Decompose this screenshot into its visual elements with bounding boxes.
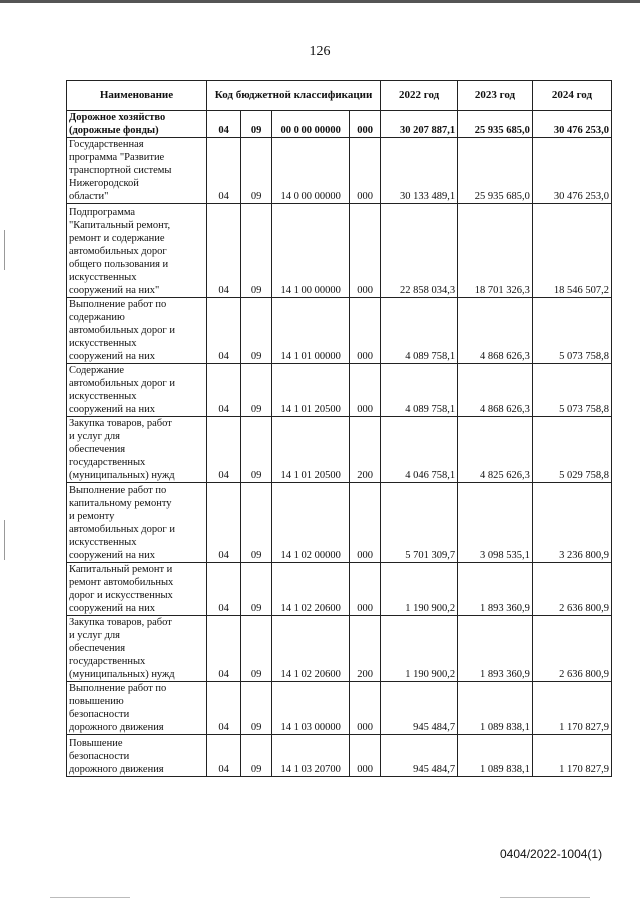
row-name-line: содержанию (69, 312, 125, 323)
row-amount-2022: 4 089 758,1 (381, 298, 458, 364)
row-name-line: сооружений на них (69, 404, 156, 415)
row-amount-2023: 3 098 535,1 (458, 483, 533, 563)
row-expense-code: 000 (350, 682, 381, 735)
row-expense-code: 000 (350, 138, 381, 204)
row-expense-code: 000 (350, 364, 381, 417)
row-name-line: обеспечения (69, 643, 126, 654)
row-name-line: и услуг для (69, 630, 120, 641)
row-name-line: Содержание (69, 365, 125, 376)
row-target-code: 14 1 01 00000 (272, 298, 350, 364)
row-amount-2022: 945 484,7 (381, 735, 458, 777)
table-row (67, 364, 612, 417)
table-header-row (67, 81, 612, 111)
row-amount-2022: 5 701 309,7 (381, 483, 458, 563)
row-section-code: 04 (206, 682, 240, 735)
row-name-line: автомобильных дорог и (69, 325, 175, 336)
row-expense-code: 000 (350, 735, 381, 777)
row-amount-2022: 30 133 489,1 (381, 138, 458, 204)
row-subsection-code: 09 (241, 204, 272, 298)
row-amount-2023: 4 868 626,3 (458, 364, 533, 417)
row-name-line: (дорожные фонды) (69, 125, 159, 136)
row-name-line: обеспечения (69, 444, 126, 455)
row-amount-2023: 1 089 838,1 (458, 735, 533, 777)
table-row (67, 483, 612, 563)
row-target-code: 00 0 00 00000 (272, 111, 350, 138)
row-name-line: Дорожное хозяйство (69, 112, 166, 123)
row-name-line: сооружений на них (69, 351, 156, 362)
row-name-line: искусственных (69, 272, 137, 283)
row-name-line: сооружений на них (69, 550, 156, 561)
table-row (67, 417, 612, 483)
row-name-line: и ремонту (69, 511, 115, 522)
row-section-code: 04 (206, 616, 240, 682)
row-subsection-code: 09 (241, 483, 272, 563)
row-amount-2024: 30 476 253,0 (532, 111, 611, 138)
row-name-line: повышению (69, 696, 124, 707)
row-name (67, 483, 207, 563)
row-name-line: Государственная (69, 139, 144, 150)
table-row (67, 298, 612, 364)
row-name (67, 298, 207, 364)
row-name (67, 204, 207, 298)
row-name-line: Закупка товаров, работ (69, 617, 172, 628)
row-amount-2022: 4 046 758,1 (381, 417, 458, 483)
row-amount-2022: 22 858 034,3 (381, 204, 458, 298)
row-name-line: Нижегородской (69, 178, 139, 189)
row-name-line: сооружений на них" (69, 285, 160, 296)
row-section-code: 04 (206, 138, 240, 204)
row-name-line: дорог и искусственных (69, 590, 173, 601)
row-name-line: Повышение (69, 738, 123, 749)
row-name-line: ремонт и содержание (69, 233, 165, 244)
row-name-line: Выполнение работ по (69, 683, 167, 694)
row-name-line: искусственных (69, 391, 137, 402)
document-code: 0404/2022-1004(1) (500, 847, 603, 861)
header-year-2024: 2024 год (532, 81, 611, 111)
row-name-line: Капитальный ремонт и (69, 564, 173, 575)
row-amount-2023: 1 089 838,1 (458, 682, 533, 735)
row-target-code: 14 1 03 20700 (272, 735, 350, 777)
row-amount-2022: 4 089 758,1 (381, 364, 458, 417)
header-year-2022: 2022 год (381, 81, 458, 111)
table-row (67, 204, 612, 298)
scan-top-edge (0, 0, 640, 3)
row-subsection-code: 09 (241, 563, 272, 616)
row-section-code: 04 (206, 417, 240, 483)
row-amount-2024: 18 546 507,2 (532, 204, 611, 298)
header-year-2023: 2023 год (458, 81, 533, 111)
row-expense-code: 000 (350, 563, 381, 616)
row-name-line: капитальному ремонту (69, 498, 172, 509)
row-name-line: программа "Развитие (69, 152, 165, 163)
row-name-line: искусственных (69, 537, 137, 548)
row-target-code: 14 1 02 00000 (272, 483, 350, 563)
row-name-line: "Капитальный ремонт, (69, 220, 171, 231)
row-target-code: 14 1 01 20500 (272, 364, 350, 417)
row-section-code: 04 (206, 483, 240, 563)
scan-bottom-artifact (50, 897, 130, 898)
row-name (67, 735, 207, 777)
row-name-line: дорожного движения (69, 722, 164, 733)
scan-margin-mark (4, 520, 5, 560)
row-name-line: дорожного движения (69, 764, 164, 775)
row-name-line: Выполнение работ по (69, 299, 167, 310)
row-amount-2022: 1 190 900,2 (381, 563, 458, 616)
table-row (67, 682, 612, 735)
row-name-line: Закупка товаров, работ (69, 418, 172, 429)
row-section-code: 04 (206, 204, 240, 298)
row-name-line: безопасности (69, 751, 130, 762)
row-amount-2022: 30 207 887,1 (381, 111, 458, 138)
row-amount-2024: 5 073 758,8 (532, 298, 611, 364)
row-name-line: автомобильных дорог и (69, 524, 175, 535)
row-amount-2023: 1 893 360,9 (458, 563, 533, 616)
row-amount-2023: 18 701 326,3 (458, 204, 533, 298)
row-name-line: безопасности (69, 709, 130, 720)
row-subsection-code: 09 (241, 111, 272, 138)
table-body (67, 111, 612, 777)
row-amount-2022: 1 190 900,2 (381, 616, 458, 682)
row-subsection-code: 09 (241, 735, 272, 777)
table-row (67, 138, 612, 204)
row-section-code: 04 (206, 298, 240, 364)
row-amount-2024: 5 073 758,8 (532, 364, 611, 417)
row-name (67, 111, 207, 138)
row-amount-2024: 2 636 800,9 (532, 616, 611, 682)
row-name (67, 138, 207, 204)
row-expense-code: 000 (350, 111, 381, 138)
row-amount-2024: 1 170 827,9 (532, 735, 611, 777)
row-target-code: 14 1 03 00000 (272, 682, 350, 735)
row-section-code: 04 (206, 364, 240, 417)
row-amount-2024: 1 170 827,9 (532, 682, 611, 735)
table-row (67, 563, 612, 616)
row-amount-2022: 945 484,7 (381, 682, 458, 735)
row-subsection-code: 09 (241, 364, 272, 417)
row-amount-2023: 1 893 360,9 (458, 616, 533, 682)
row-expense-code: 000 (350, 483, 381, 563)
row-amount-2024: 3 236 800,9 (532, 483, 611, 563)
row-name-line: автомобильных дорог и (69, 378, 175, 389)
scan-bottom-artifact (500, 897, 590, 898)
page-number: 126 (309, 44, 331, 59)
row-section-code: 04 (206, 735, 240, 777)
row-subsection-code: 09 (241, 417, 272, 483)
budget-table (66, 80, 612, 777)
table-row (67, 111, 612, 138)
row-target-code: 14 1 02 20600 (272, 616, 350, 682)
scan-margin-mark (4, 230, 5, 270)
row-expense-code: 000 (350, 204, 381, 298)
row-amount-2024: 5 029 758,8 (532, 417, 611, 483)
row-name-line: сооружений на них (69, 603, 156, 614)
row-target-code: 14 1 01 20500 (272, 417, 350, 483)
row-section-code: 04 (206, 111, 240, 138)
row-expense-code: 200 (350, 417, 381, 483)
row-expense-code: 000 (350, 298, 381, 364)
table-row (67, 616, 612, 682)
row-name (67, 364, 207, 417)
row-name (67, 417, 207, 483)
row-name-line: государственных (69, 457, 146, 468)
row-amount-2023: 25 935 685,0 (458, 111, 533, 138)
row-name (67, 563, 207, 616)
row-expense-code: 200 (350, 616, 381, 682)
row-target-code: 14 1 00 00000 (272, 204, 350, 298)
row-target-code: 14 0 00 00000 (272, 138, 350, 204)
table-row (67, 735, 612, 777)
row-amount-2023: 4 868 626,3 (458, 298, 533, 364)
row-name-line: Подпрограмма (69, 207, 136, 218)
row-section-code: 04 (206, 563, 240, 616)
row-name-line: ремонт автомобильных (69, 577, 174, 588)
row-subsection-code: 09 (241, 682, 272, 735)
row-name-line: искусственных (69, 338, 137, 349)
row-name-line: автомобильных дорог (69, 246, 167, 257)
row-name-line: Выполнение работ по (69, 485, 167, 496)
header-classification: Код бюджетной классификации (206, 81, 380, 111)
row-name (67, 616, 207, 682)
row-subsection-code: 09 (241, 138, 272, 204)
row-name-line: общего пользования и (69, 259, 169, 270)
row-name-line: и услуг для (69, 431, 120, 442)
row-amount-2023: 4 825 626,3 (458, 417, 533, 483)
row-name-line: транспортной системы (69, 165, 172, 176)
row-target-code: 14 1 02 20600 (272, 563, 350, 616)
row-subsection-code: 09 (241, 298, 272, 364)
row-amount-2024: 30 476 253,0 (532, 138, 611, 204)
row-name (67, 682, 207, 735)
row-name-line: государственных (69, 656, 146, 667)
row-name-line: (муниципальных) нужд (69, 470, 175, 481)
row-amount-2024: 2 636 800,9 (532, 563, 611, 616)
row-name-line: области" (69, 191, 109, 202)
row-name-line: (муниципальных) нужд (69, 669, 175, 680)
row-amount-2023: 25 935 685,0 (458, 138, 533, 204)
row-subsection-code: 09 (241, 616, 272, 682)
header-name: Наименование (67, 81, 207, 111)
